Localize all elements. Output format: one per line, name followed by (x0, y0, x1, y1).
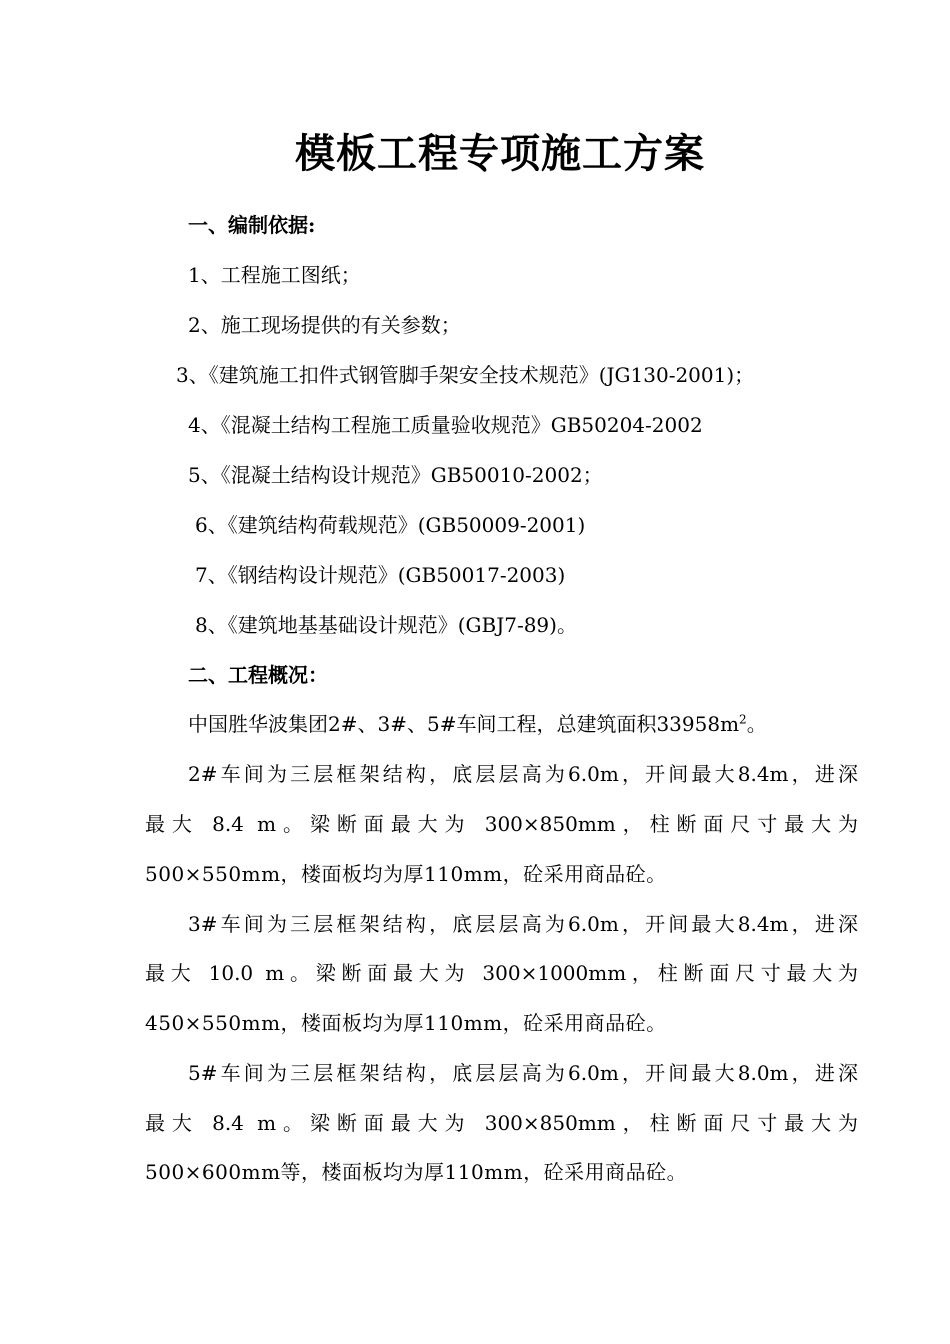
overview-intro-end: 。 (746, 712, 767, 736)
basis-item-2: 2、施工现场提供的有关参数； (188, 313, 461, 337)
document-title: 模板工程专项施工方案 (295, 130, 705, 177)
basis-item-3: 3、《建筑施工扣件式钢管脚手架安全技术规范》(JG130-2001)； (176, 363, 755, 387)
section-heading-overview: 二、工程概况： (188, 663, 328, 687)
workshop3-line-3: 450×550mm，楼面板均为厚110mm，砼采用商品砼。 (145, 1011, 667, 1035)
overview-intro (188, 709, 767, 739)
basis-item-6: 6、《建筑结构荷载规范》(GB50009-2001) (195, 513, 586, 537)
basis-item-8: 8、《建筑地基基础设计规范》(GBJ7-89)。 (195, 613, 577, 637)
workshop2-line-1: 2#车间为三层框架结构，底层层高为6.0m，开间最大8.4m，进深 (188, 762, 858, 786)
workshop3-line-1: 3#车间为三层框架结构，底层层高为6.0m，开间最大8.4m，进深 (188, 912, 858, 936)
section-heading-basis: 一、编制依据: (188, 213, 316, 237)
basis-item-7: 7、《钢结构设计规范》(GB50017-2003) (195, 563, 566, 587)
workshop2-line-3: 500×550mm，楼面板均为厚110mm，砼采用商品砼。 (145, 862, 667, 886)
workshop5-line-1: 5#车间为三层框架结构，底层层高为6.0m，开间最大8.0m，进深 (188, 1061, 858, 1085)
workshop5-line-3: 500×600mm等，楼面板均为厚110mm，砼采用商品砼。 (145, 1160, 688, 1184)
basis-item-4: 4、《混凝土结构工程施工质量验收规范》GB50204-2002 (188, 413, 703, 437)
workshop5-line-2: 最大 8.4 m。梁断面最大为 300×850mm，柱断面尺寸最大为 (145, 1111, 858, 1135)
area-unit-superscript: 2 (739, 712, 747, 727)
basis-item-5: 5、《混凝土结构设计规范》GB50010-2002； (188, 463, 603, 487)
workshop2-line-2: 最大 8.4 m。梁断面最大为 300×850mm，柱断面尺寸最大为 (145, 812, 858, 836)
basis-item-1: 1、工程施工图纸； (188, 263, 361, 287)
overview-intro-text: 中国胜华波集团2#、3#、5#车间工程，总建筑面积33958m (188, 712, 740, 736)
workshop3-line-2: 最大 10.0 m。梁断面最大为 300×1000mm，柱断面尺寸最大为 (145, 961, 858, 985)
